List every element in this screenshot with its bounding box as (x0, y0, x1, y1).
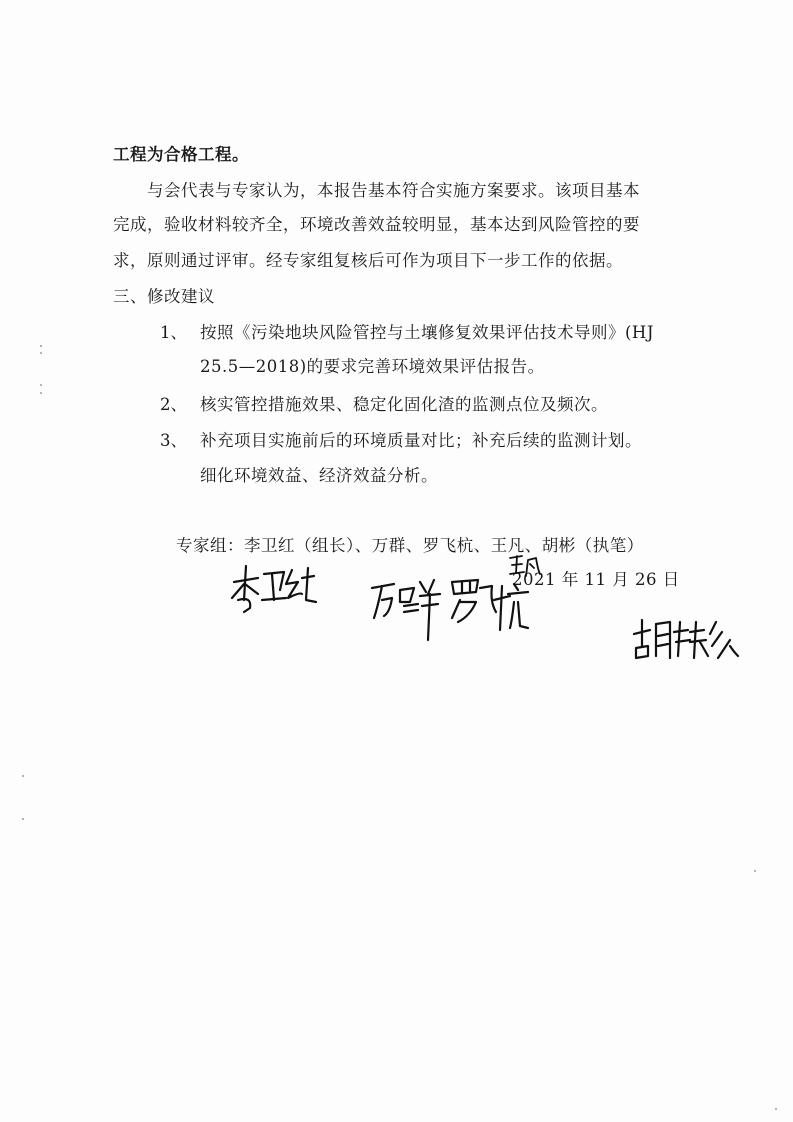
handwriting-icon (630, 612, 740, 664)
signature-wang-fan (508, 552, 542, 578)
signature-hu-bin (630, 612, 740, 664)
suggestion-text-line: 核实管控措施效果、稳定化固化渣的监测点位及频次。 (200, 395, 608, 414)
scan-speck (754, 870, 756, 872)
suggestion-text-line: 按照《污染地块风险管控与土壤修复效果评估技术导则》(HJ (200, 323, 654, 342)
scan-speck (22, 818, 24, 820)
handwriting-icon (370, 572, 442, 644)
suggestion-text-line: 补充项目实施前后的环境质量对比；补充后续的监测计划。 (200, 431, 642, 450)
paragraph-opinion-line-2: 完成，验收材料较齐全，环境改善效益较明显，基本达到风险管控的要 (113, 215, 640, 234)
section-heading: 三、修改建议 (113, 287, 215, 306)
suggestion-number: 3、 (160, 431, 187, 450)
scan-speck (40, 384, 42, 386)
suggestion-number: 1、 (160, 323, 187, 342)
scan-speck (40, 345, 42, 347)
paragraph-opinion-line-1: 与会代表与专家认为，本报告基本符合实施方案要求。该项目基本 (147, 181, 640, 200)
handwriting-icon (448, 572, 530, 636)
handwriting-icon (508, 552, 542, 578)
signing-date: 2021 年 11 月 26 日 (512, 570, 680, 589)
suggestion-text-line: 细化环境效益、经济效益分析。 (200, 466, 438, 485)
paragraph-conclusion-end: 工程为合格工程。 (113, 145, 249, 164)
suggestion-number: 2、 (160, 395, 187, 414)
suggestion-text-line: 25.5—2018)的要求完善环境效果评估报告。 (200, 357, 545, 376)
signature-li-weihong (228, 560, 318, 616)
expert-group-list: 专家组：李卫红（组长）、万群、罗飞杭、王凡、胡彬（执笔） (176, 536, 644, 555)
handwriting-icon (228, 560, 318, 616)
paragraph-opinion-line-3: 求，原则通过评审。经专家组复核后可作为项目下一步工作的依据。 (113, 251, 623, 270)
signature-wan-qun (370, 572, 442, 644)
scan-speck (40, 392, 42, 394)
scan-speck (22, 775, 24, 777)
scan-speck (775, 1108, 777, 1110)
signature-luo-feihang (448, 572, 530, 636)
scan-speck (40, 352, 42, 354)
